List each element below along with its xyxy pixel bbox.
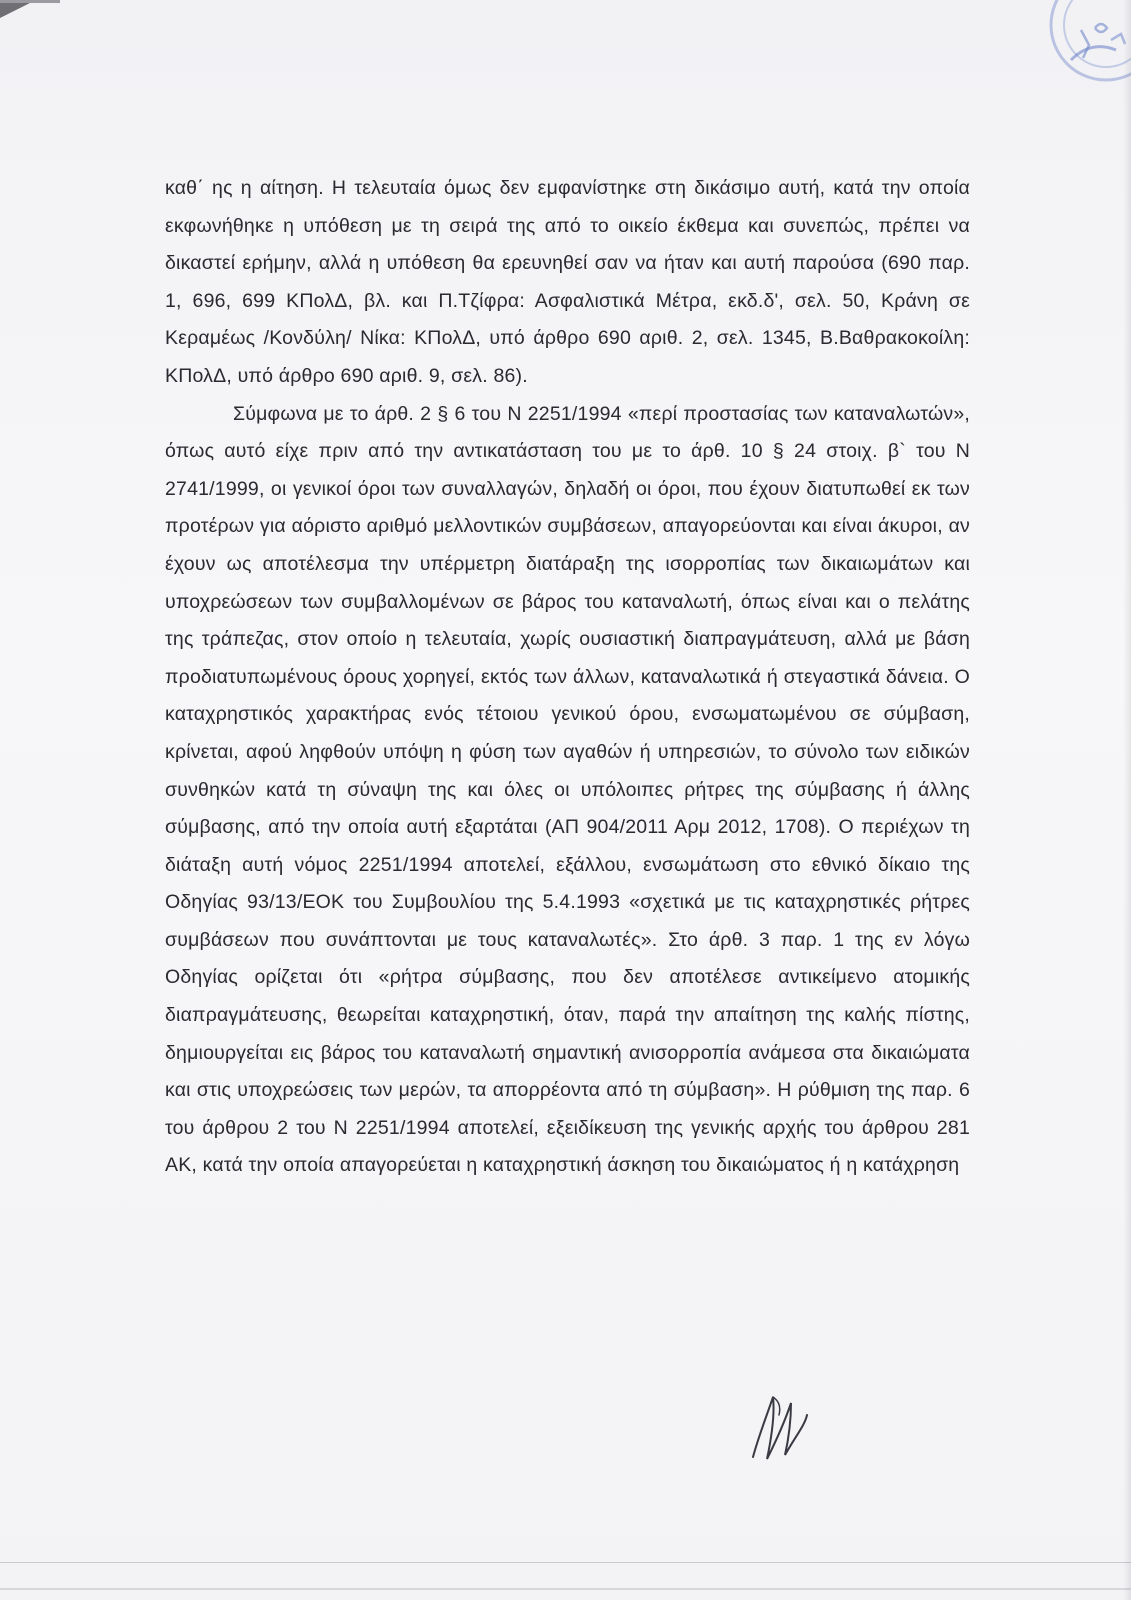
page-right-edge [1123,0,1131,1600]
page-bottom-rule [0,1562,1131,1563]
paragraph-2: Σύμφωνα με το άρθ. 2 § 6 του Ν 2251/1994 «περί προστασίας των καταναλωτών», όπως αυτό είχε πριν από την αντικατάσταση του με το άρθ. 10 § 24 στοιχ. β` του Ν 2741/1999, οι γενικοί όροι των συναλλαγών, δηλαδή οι όροι, που έχουν διατυπωθεί εκ των προτέρων για αόριστο αριθμό μελλοντικών συμβάσεων, απαγορεύονται και είναι άκυροι, αν έχουν ως αποτέλεσμα την υπέρμετρη διατάραξη της ισορροπίας των δικαιωμάτων και υποχρεώσεων των συμβαλλομένων σε βάρος του καταναλωτή, όπως είναι και ο πελάτης της τράπεζας, στον οποίο η τελευταία, χωρίς ουσιαστική διαπραγμάτευση, αλλά με βάση προδιατυπωμένους όρους χορηγεί, εκτός των άλλων, καταναλωτικά ή στεγαστικά δάνεια. Ο καταχρηστικός χαρακτήρας ενός τέτοιου γενικού όρου, ενσωματωμένου σε σύμβαση, κρίνεται, αφού ληφθούν υπόψη η φύση των αγαθών ή υπηρεσιών, το σύνολο των ειδικών συνθηκών κατά τη σύναψη της και όλες οι υπόλοιπες ρήτρες της σύμβασης ή άλλης σύμβασης, από την οποία αυτή εξαρτάται (ΑΠ 904/2011 Αρμ 2012, 1708). Ο περιέχων τη διάταξη αυτή νόμος 2251/1994 αποτελεί, εξάλλου, ενσωμάτωση στο εθνικό δίκαιο της Οδηγίας 93/13/ΕΟΚ του Συμβουλίου της 5.4.1993 «σχετικά με τις καταχρηστικές ρήτρες συμβάσεων που συνάπτονται με τους καταναλωτές». Στο άρθ. 3 παρ. 1 της εν λόγω Οδηγίας ορίζεται ότι «ρήτρα σύμβασης, που δεν αποτέλεσε αντικείμενο ατομικής διαπραγμάτευσης, θεωρείται καταχρηστική, όταν, παρά την απαίτηση της καλής πίστης, δημιουργείται εις βάρος του καταναλωτή σημαντική ανισορροπία ανάμεσα στα δικαιώματα και στις υποχρεώσεις των μερών, τα απορρέοντα από τη σύμβαση». Η ρύθμιση της παρ. 6 του άρθρου 2 του Ν 2251/1994 αποτελεί, εξειδίκευση της γενικής αρχής του άρθρου 281 ΑΚ, κατά την οποία απαγορεύεται η καταχρηστική άσκηση του δικαιώματος ή η κατάχρηση [165,402,970,1177]
document-body [165,170,970,1185]
paragraph-1: καθ΄ ης η αίτηση. Η τελευταία όμως δεν εμφανίστηκε στη δικάσιμο αυτή, κατά την οποία εκφωνήθηκε η υπόθεση με τη σειρά της από το οικείο έκθεμα και συνεπώς, πρέπει να δικαστεί ερήμην, αλλά η υπόθεση θα ερευνηθεί σαν να ήταν και αυτή παρούσα (690 παρ. 1, 696, 699 ΚΠολΔ, βλ. και Π.Τζίφρα: Ασφαλιστικά Μέτρα, εκδ.δ', σελ. 50, Κράνη σε Κεραμέως /Κονδύλη/ Νίκα: ΚΠολΔ, υπό άρθρο 690 αριθ. 2, σελ. 1345, Β.Βαθρακοκοίλη: ΚΠολΔ, υπό άρθρο 690 αριθ. 9, σελ. 86). [165,177,970,387]
page-corner-edge [0,0,60,3]
page-bottom-edge [0,1588,1131,1590]
signature-icon [745,1385,820,1465]
court-stamp-icon [1011,0,1131,120]
